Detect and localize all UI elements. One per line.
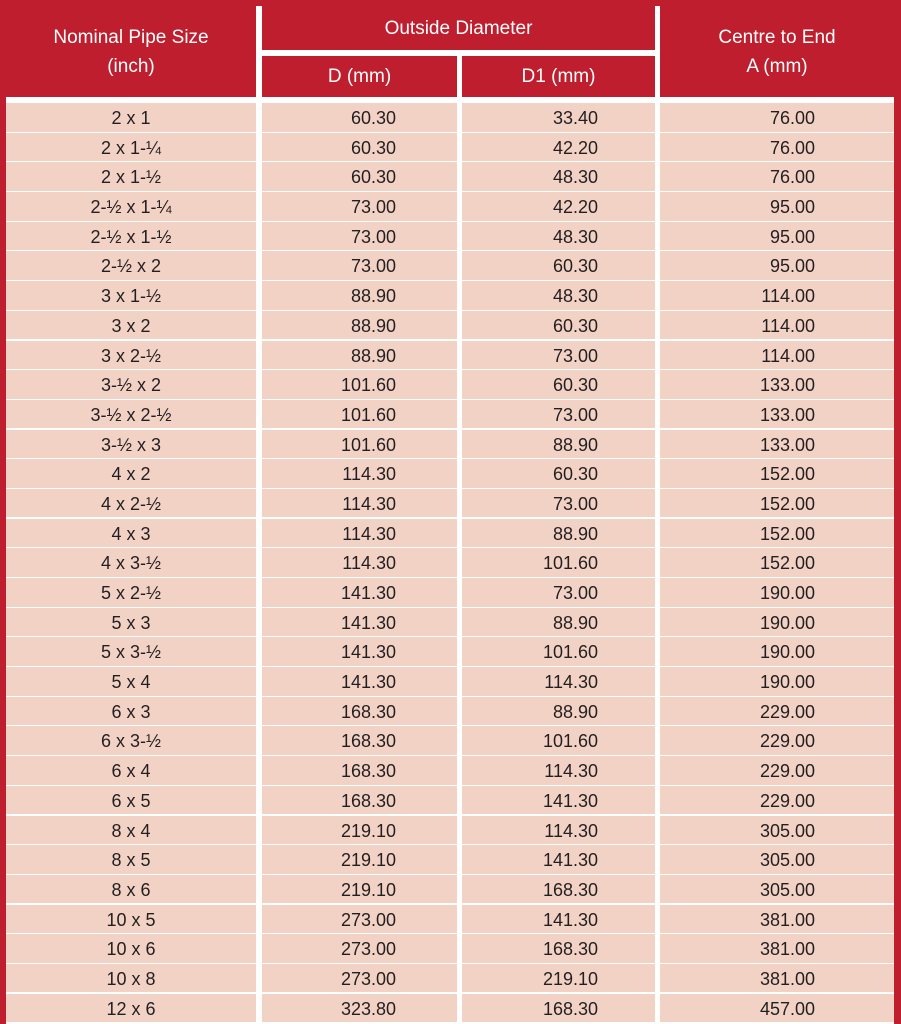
cell-nominal-size-text: 8 x 4 bbox=[111, 820, 151, 841]
cell-nominal-size-text: 6 x 5 bbox=[111, 790, 151, 811]
header-d1-label: D1 (mm) bbox=[521, 66, 596, 87]
cell-a-text: 152.00 bbox=[759, 553, 815, 574]
table-row bbox=[6, 667, 894, 697]
cell-a-text: 305.00 bbox=[759, 850, 815, 871]
table-row bbox=[6, 400, 894, 430]
table-row bbox=[6, 251, 894, 281]
cell-nominal-size-text: 10 x 6 bbox=[106, 939, 156, 960]
cell-a-text: 229.00 bbox=[759, 701, 815, 722]
cell-a bbox=[660, 726, 894, 755]
table-row bbox=[6, 548, 894, 578]
table-row bbox=[6, 756, 894, 786]
cell-d1 bbox=[462, 370, 655, 399]
table-row bbox=[6, 697, 894, 727]
cell-nominal-size-text: 2 x 1-¼ bbox=[100, 137, 162, 158]
cell-nominal-size bbox=[6, 400, 256, 429]
cell-d bbox=[262, 162, 457, 191]
header-d-label: D (mm) bbox=[327, 66, 392, 87]
cell-a-text: 76.00 bbox=[769, 137, 815, 158]
cell-d1 bbox=[462, 281, 655, 310]
cell-nominal-size-text: 6 x 3 bbox=[111, 701, 151, 722]
cell-d-text: 88.90 bbox=[350, 286, 396, 307]
cell-a-text: 76.00 bbox=[769, 167, 815, 188]
cell-d-text: 168.30 bbox=[340, 790, 396, 811]
table-row bbox=[6, 578, 894, 608]
cell-a bbox=[660, 489, 894, 518]
cell-d1 bbox=[462, 311, 655, 340]
cell-d bbox=[262, 133, 457, 162]
cell-d-text: 101.60 bbox=[340, 434, 396, 455]
cell-d-text: 141.30 bbox=[340, 612, 396, 633]
cell-nominal-size-text: 4 x 3-½ bbox=[100, 553, 162, 574]
cell-a-text: 76.00 bbox=[769, 108, 815, 128]
header-d1 bbox=[462, 56, 655, 97]
cell-nominal-size bbox=[6, 637, 256, 666]
cell-a-text: 305.00 bbox=[759, 879, 815, 900]
cell-d1-text: 114.30 bbox=[544, 672, 598, 693]
cell-a bbox=[660, 756, 894, 785]
cell-d1-text: 60.30 bbox=[552, 256, 598, 277]
cell-a bbox=[660, 459, 894, 488]
cell-d1 bbox=[462, 489, 655, 518]
cell-nominal-size-text: 12 x 6 bbox=[106, 998, 156, 1019]
cell-d1-text: 73.00 bbox=[552, 583, 598, 603]
cell-d1-text: 141.30 bbox=[542, 850, 598, 871]
cell-d1-text: 60.30 bbox=[552, 464, 598, 485]
table-row bbox=[6, 459, 894, 489]
cell-nominal-size bbox=[6, 251, 256, 280]
table-row bbox=[6, 905, 894, 935]
cell-d bbox=[262, 608, 457, 637]
cell-d bbox=[262, 103, 457, 132]
cell-d1 bbox=[462, 133, 655, 162]
table-row bbox=[6, 786, 894, 816]
header-outside-diameter bbox=[262, 6, 655, 50]
cell-a bbox=[660, 667, 894, 696]
table-row bbox=[6, 133, 894, 163]
cell-d1-text: 60.30 bbox=[552, 315, 598, 336]
cell-d1-text: 114.30 bbox=[544, 761, 598, 782]
cell-d-text: 60.30 bbox=[350, 108, 396, 128]
cell-d-text: 273.00 bbox=[340, 909, 396, 930]
cell-a bbox=[660, 786, 894, 815]
cell-a bbox=[660, 994, 894, 1023]
cell-d1 bbox=[462, 608, 655, 637]
cell-nominal-size-text: 5 x 2-½ bbox=[100, 583, 162, 603]
cell-d1 bbox=[462, 934, 655, 963]
cell-d-text: 73.00 bbox=[350, 256, 396, 277]
cell-d-text: 114.30 bbox=[342, 553, 396, 574]
cell-d-text: 273.00 bbox=[340, 939, 396, 960]
cell-a bbox=[660, 875, 894, 904]
cell-a bbox=[660, 251, 894, 280]
cell-nominal-size-text: 4 x 2-½ bbox=[100, 493, 162, 514]
cell-a bbox=[660, 548, 894, 577]
cell-nominal-size bbox=[6, 519, 256, 548]
cell-d bbox=[262, 845, 457, 874]
cell-d-text: 141.30 bbox=[340, 583, 396, 603]
cell-d1 bbox=[462, 816, 655, 845]
cell-d bbox=[262, 281, 457, 310]
cell-d1-text: 168.30 bbox=[542, 998, 598, 1019]
cell-a bbox=[660, 103, 894, 132]
cell-a-text: 190.00 bbox=[759, 642, 815, 663]
cell-d1 bbox=[462, 459, 655, 488]
header-outside-diameter-label: Outside Diameter bbox=[384, 17, 533, 39]
cell-d1-text: 42.20 bbox=[552, 197, 598, 218]
cell-d bbox=[262, 489, 457, 518]
cell-d1-text: 33.40 bbox=[552, 108, 598, 128]
table-row bbox=[6, 845, 894, 875]
cell-nominal-size bbox=[6, 192, 256, 221]
cell-d1 bbox=[462, 519, 655, 548]
cell-d1 bbox=[462, 341, 655, 370]
cell-a-text: 190.00 bbox=[759, 612, 815, 633]
header-centre-line1: Centre to End bbox=[718, 26, 836, 48]
header-d bbox=[262, 56, 457, 97]
cell-a bbox=[660, 637, 894, 666]
cell-d bbox=[262, 875, 457, 904]
cell-d-text: 88.90 bbox=[350, 345, 396, 366]
cell-nominal-size bbox=[6, 103, 256, 132]
cell-nominal-size-text: 5 x 3-½ bbox=[100, 642, 162, 663]
cell-d bbox=[262, 637, 457, 666]
cell-d1 bbox=[462, 905, 655, 934]
cell-d bbox=[262, 905, 457, 934]
cell-d1-text: 73.00 bbox=[552, 493, 598, 514]
cell-d1-text: 219.10 bbox=[542, 968, 598, 989]
cell-d-text: 73.00 bbox=[350, 197, 396, 218]
cell-nominal-size bbox=[6, 994, 256, 1023]
cell-nominal-size bbox=[6, 430, 256, 459]
cell-nominal-size bbox=[6, 905, 256, 934]
cell-a-text: 95.00 bbox=[769, 197, 815, 218]
header-nominal-line2: (inch) bbox=[107, 55, 155, 77]
cell-a bbox=[660, 934, 894, 963]
cell-d1-text: 73.00 bbox=[552, 404, 598, 425]
cell-d1-text: 48.30 bbox=[552, 286, 598, 307]
cell-nominal-size-text: 3 x 1-½ bbox=[100, 286, 162, 307]
cell-nominal-size-text: 6 x 3-½ bbox=[100, 731, 162, 752]
cell-d-text: 88.90 bbox=[350, 315, 396, 336]
cell-d bbox=[262, 756, 457, 785]
cell-a-text: 95.00 bbox=[769, 256, 815, 277]
cell-nominal-size bbox=[6, 786, 256, 815]
cell-nominal-size bbox=[6, 934, 256, 963]
cell-a bbox=[660, 281, 894, 310]
cell-d1-text: 73.00 bbox=[552, 345, 598, 366]
cell-d bbox=[262, 400, 457, 429]
cell-d bbox=[262, 786, 457, 815]
cell-nominal-size-text: 3-½ x 3 bbox=[100, 434, 162, 455]
cell-nominal-size-text: 3-½ x 2 bbox=[100, 375, 162, 396]
cell-nominal-size-text: 8 x 6 bbox=[111, 879, 151, 900]
cell-a bbox=[660, 578, 894, 607]
cell-nominal-size bbox=[6, 964, 256, 993]
cell-d1-text: 141.30 bbox=[542, 790, 598, 811]
cell-d1 bbox=[462, 875, 655, 904]
table-row bbox=[6, 103, 894, 133]
cell-nominal-size bbox=[6, 548, 256, 577]
table-row bbox=[6, 489, 894, 519]
cell-nominal-size bbox=[6, 816, 256, 845]
cell-a-text: 133.00 bbox=[759, 434, 815, 455]
table-row bbox=[6, 222, 894, 252]
cell-a-text: 229.00 bbox=[759, 761, 815, 782]
cell-d1 bbox=[462, 667, 655, 696]
cell-a bbox=[660, 222, 894, 251]
cell-d bbox=[262, 341, 457, 370]
cell-a bbox=[660, 905, 894, 934]
cell-a bbox=[660, 845, 894, 874]
cell-nominal-size-text: 2-½ x 1-½ bbox=[90, 226, 172, 247]
cell-nominal-size bbox=[6, 281, 256, 310]
cell-d1 bbox=[462, 786, 655, 815]
table-row bbox=[6, 519, 894, 549]
table-row bbox=[6, 608, 894, 638]
cell-d1 bbox=[462, 637, 655, 666]
cell-d1-text: 48.30 bbox=[552, 226, 598, 247]
cell-d-text: 114.30 bbox=[342, 464, 396, 485]
cell-d-text: 168.30 bbox=[340, 701, 396, 722]
cell-a-text: 305.00 bbox=[759, 820, 815, 841]
cell-d1-text: 42.20 bbox=[552, 137, 598, 158]
cell-nominal-size-text: 4 x 3 bbox=[111, 523, 151, 544]
cell-d bbox=[262, 816, 457, 845]
cell-d1-text: 101.60 bbox=[542, 553, 598, 574]
table-row bbox=[6, 370, 894, 400]
cell-d1-text: 88.90 bbox=[552, 523, 598, 544]
cell-nominal-size-text: 5 x 3 bbox=[111, 612, 151, 633]
cell-nominal-size bbox=[6, 311, 256, 340]
header-nominal-line1: Nominal Pipe Size bbox=[53, 26, 209, 48]
table-row bbox=[6, 964, 894, 994]
cell-a-text: 190.00 bbox=[759, 583, 815, 603]
table-row bbox=[6, 875, 894, 905]
table-row bbox=[6, 994, 894, 1024]
cell-a bbox=[660, 370, 894, 399]
cell-d1 bbox=[462, 192, 655, 221]
cell-nominal-size bbox=[6, 370, 256, 399]
cell-a bbox=[660, 816, 894, 845]
cell-a-text: 190.00 bbox=[759, 672, 815, 693]
cell-d1-text: 114.30 bbox=[544, 820, 598, 841]
cell-d-text: 219.10 bbox=[340, 820, 396, 841]
cell-a bbox=[660, 192, 894, 221]
cell-nominal-size bbox=[6, 845, 256, 874]
cell-d bbox=[262, 192, 457, 221]
cell-d-text: 273.00 bbox=[340, 968, 396, 989]
table-row bbox=[6, 816, 894, 846]
cell-d-text: 114.30 bbox=[342, 493, 396, 514]
cell-d1-text: 101.60 bbox=[542, 642, 598, 663]
cell-nominal-size-text: 3-½ x 2-½ bbox=[90, 404, 172, 425]
cell-nominal-size bbox=[6, 578, 256, 607]
cell-d1-text: 168.30 bbox=[542, 939, 598, 960]
cell-nominal-size bbox=[6, 222, 256, 251]
cell-nominal-size bbox=[6, 667, 256, 696]
cell-d-text: 168.30 bbox=[340, 731, 396, 752]
cell-d1-text: 88.90 bbox=[552, 612, 598, 633]
cell-nominal-size-text: 3 x 2-½ bbox=[100, 345, 162, 366]
cell-d1-text: 48.30 bbox=[552, 167, 598, 188]
cell-nominal-size bbox=[6, 756, 256, 785]
cell-a bbox=[660, 608, 894, 637]
cell-d1-text: 88.90 bbox=[552, 434, 598, 455]
cell-d bbox=[262, 667, 457, 696]
cell-d bbox=[262, 964, 457, 993]
cell-a-text: 381.00 bbox=[759, 939, 815, 960]
cell-a bbox=[660, 697, 894, 726]
table-row bbox=[6, 162, 894, 192]
cell-d-text: 73.00 bbox=[350, 226, 396, 247]
cell-d1 bbox=[462, 845, 655, 874]
table-row bbox=[6, 934, 894, 964]
header-centre-to-end bbox=[660, 6, 894, 97]
cell-d1 bbox=[462, 103, 655, 132]
cell-nominal-size bbox=[6, 133, 256, 162]
cell-d1 bbox=[462, 578, 655, 607]
table-row bbox=[6, 341, 894, 371]
cell-nominal-size-text: 2 x 1 bbox=[111, 108, 151, 128]
cell-d1 bbox=[462, 964, 655, 993]
cell-d1 bbox=[462, 756, 655, 785]
cell-a-text: 152.00 bbox=[759, 464, 815, 485]
cell-nominal-size-text: 3 x 2 bbox=[111, 315, 151, 336]
cell-a-text: 229.00 bbox=[759, 731, 815, 752]
cell-nominal-size bbox=[6, 341, 256, 370]
cell-d1 bbox=[462, 697, 655, 726]
cell-a-text: 457.00 bbox=[759, 998, 815, 1019]
cell-a-text: 152.00 bbox=[759, 523, 815, 544]
cell-d bbox=[262, 251, 457, 280]
cell-d1 bbox=[462, 548, 655, 577]
table-row bbox=[6, 430, 894, 460]
cell-d bbox=[262, 726, 457, 755]
cell-a-text: 133.00 bbox=[759, 375, 815, 396]
cell-d-text: 60.30 bbox=[350, 167, 396, 188]
cell-d-text: 219.10 bbox=[340, 879, 396, 900]
cell-d bbox=[262, 548, 457, 577]
pipe-size-table bbox=[6, 6, 894, 1024]
cell-nominal-size bbox=[6, 875, 256, 904]
cell-nominal-size-text: 8 x 5 bbox=[111, 850, 151, 871]
cell-nominal-size-text: 10 x 5 bbox=[106, 909, 156, 930]
cell-d1-text: 88.90 bbox=[552, 701, 598, 722]
header-nominal-pipe-size bbox=[6, 6, 256, 97]
cell-nominal-size-text: 2 x 1-½ bbox=[100, 167, 162, 188]
cell-a bbox=[660, 133, 894, 162]
cell-a bbox=[660, 964, 894, 993]
cell-a-text: 381.00 bbox=[759, 968, 815, 989]
cell-d1-text: 60.30 bbox=[552, 375, 598, 396]
cell-d1-text: 141.30 bbox=[542, 909, 598, 930]
cell-d1 bbox=[462, 162, 655, 191]
cell-nominal-size-text: 5 x 4 bbox=[111, 672, 151, 693]
cell-d1 bbox=[462, 994, 655, 1023]
cell-d bbox=[262, 994, 457, 1023]
cell-d bbox=[262, 370, 457, 399]
cell-nominal-size bbox=[6, 726, 256, 755]
table-row bbox=[6, 192, 894, 222]
cell-nominal-size bbox=[6, 697, 256, 726]
cell-d-text: 168.30 bbox=[340, 761, 396, 782]
cell-a bbox=[660, 430, 894, 459]
cell-d bbox=[262, 311, 457, 340]
cell-d-text: 219.10 bbox=[340, 850, 396, 871]
cell-nominal-size bbox=[6, 608, 256, 637]
cell-d bbox=[262, 519, 457, 548]
cell-d bbox=[262, 459, 457, 488]
cell-nominal-size-text: 2-½ x 2 bbox=[100, 256, 162, 277]
cell-a-text: 381.00 bbox=[759, 909, 815, 930]
cell-a bbox=[660, 400, 894, 429]
cell-d-text: 323.80 bbox=[340, 998, 396, 1019]
cell-d1 bbox=[462, 222, 655, 251]
cell-nominal-size-text: 6 x 4 bbox=[111, 761, 151, 782]
table-row bbox=[6, 311, 894, 341]
cell-d-text: 114.30 bbox=[342, 523, 396, 544]
cell-d-text: 101.60 bbox=[340, 404, 396, 425]
cell-d-text: 141.30 bbox=[340, 642, 396, 663]
cell-d-text: 60.30 bbox=[350, 137, 396, 158]
cell-a-text: 95.00 bbox=[769, 226, 815, 247]
table-row bbox=[6, 281, 894, 311]
cell-a-text: 114.00 bbox=[761, 345, 815, 366]
cell-d-text: 101.60 bbox=[340, 375, 396, 396]
cell-nominal-size-text: 10 x 8 bbox=[106, 968, 156, 989]
cell-a bbox=[660, 162, 894, 191]
cell-d bbox=[262, 934, 457, 963]
cell-a bbox=[660, 519, 894, 548]
cell-a-text: 133.00 bbox=[759, 404, 815, 425]
cell-d1-text: 168.30 bbox=[542, 879, 598, 900]
table-row bbox=[6, 637, 894, 667]
cell-a bbox=[660, 311, 894, 340]
cell-nominal-size-text: 4 x 2 bbox=[111, 464, 151, 485]
cell-d1 bbox=[462, 251, 655, 280]
cell-d-text: 141.30 bbox=[340, 672, 396, 693]
cell-a bbox=[660, 341, 894, 370]
table-row bbox=[6, 726, 894, 756]
cell-d bbox=[262, 578, 457, 607]
cell-d1 bbox=[462, 726, 655, 755]
cell-nominal-size bbox=[6, 459, 256, 488]
cell-a-text: 229.00 bbox=[759, 790, 815, 811]
cell-d1-text: 101.60 bbox=[542, 731, 598, 752]
cell-d bbox=[262, 222, 457, 251]
cell-d1 bbox=[462, 430, 655, 459]
cell-nominal-size-text: 2-½ x 1-¼ bbox=[90, 197, 172, 218]
header-centre-line2: A (mm) bbox=[746, 55, 808, 77]
cell-d bbox=[262, 697, 457, 726]
cell-nominal-size bbox=[6, 162, 256, 191]
cell-a-text: 152.00 bbox=[759, 493, 815, 514]
cell-nominal-size bbox=[6, 489, 256, 518]
table-body bbox=[6, 103, 894, 1023]
cell-d1 bbox=[462, 400, 655, 429]
cell-d bbox=[262, 430, 457, 459]
cell-a-text: 114.00 bbox=[761, 286, 815, 307]
cell-a-text: 114.00 bbox=[761, 315, 815, 336]
